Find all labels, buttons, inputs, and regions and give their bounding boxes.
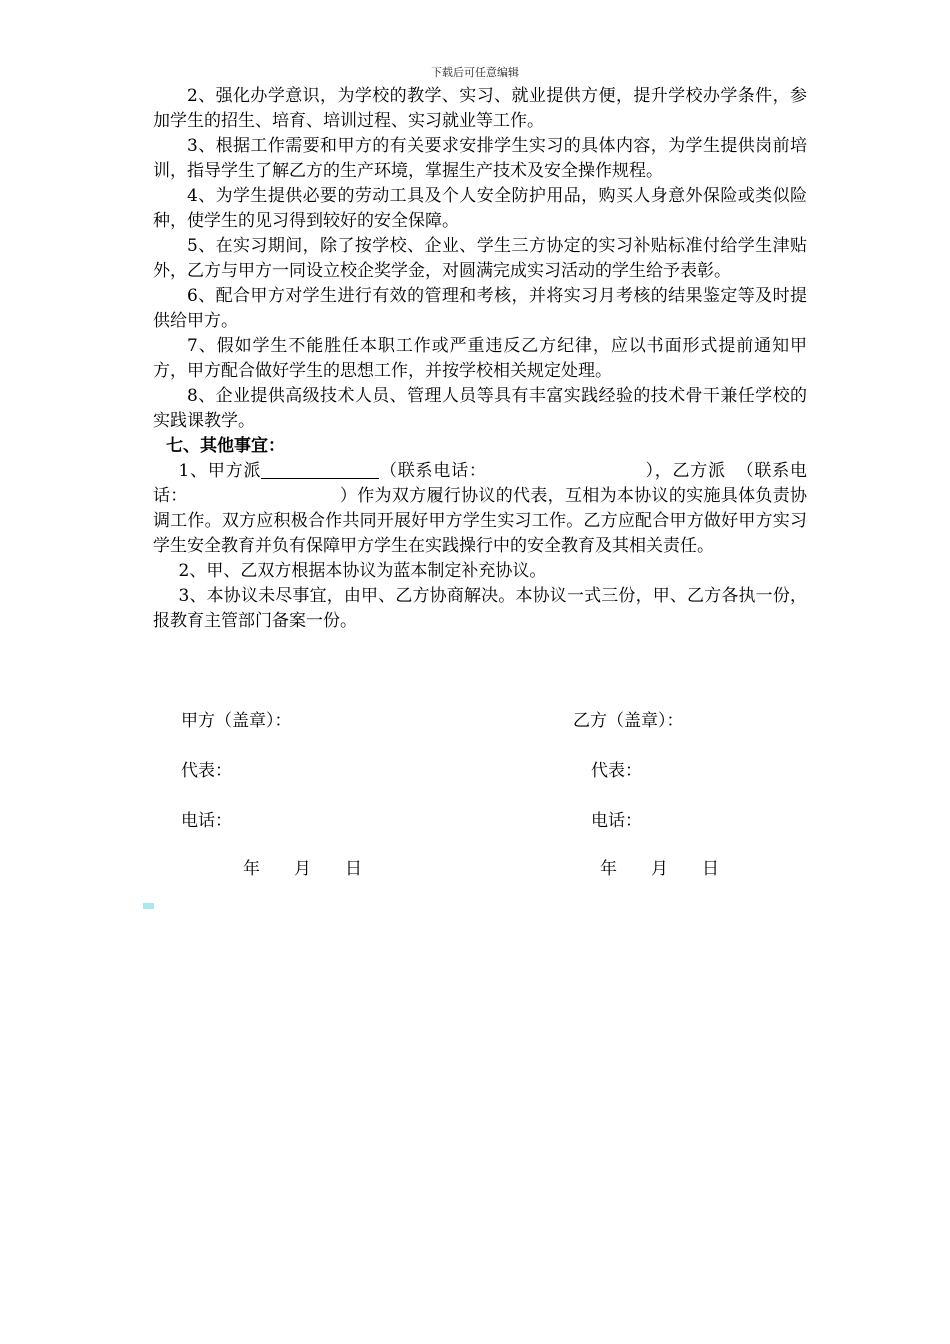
party-b-rep-label: 代表：: [591, 761, 642, 781]
party-a-seal-label: 甲方（盖章）：: [181, 711, 292, 731]
party-b-date: 年 月 日: [600, 859, 719, 879]
page-header: 下载后可任意编辑: [431, 66, 519, 79]
obligation-4: 4、为学生提供必要的劳动工具及个人安全防护用品，购买人身意外保险或类似险种，使学生的见习得到较好的安全保障。: [153, 186, 807, 231]
item1-b: （联系电话：: [379, 461, 487, 481]
obligation-2: 2、强化办学意识，为学校的教学、实习、就业提供方便，提升学校办学条件，参加学生的招生、培育、培训过程、实习就业等工作。: [153, 86, 807, 131]
agreement-body: [153, 84, 807, 634]
party-a-phone-label: 电话：: [181, 811, 232, 831]
obligation-6: 6、配合甲方对学生进行有效的管理和考核，并将实习月考核的结果鉴定等及时提供给甲方。: [153, 286, 807, 331]
item1-a: 1、甲方派: [178, 461, 262, 481]
party-a-date: 年 月 日: [243, 859, 362, 879]
other-item-3: 3、本协议未尽事宜，由甲、乙方协商解决。本协议一式三份，甲、乙方各执一份，报教育主管部门备案一份。: [153, 586, 807, 631]
item1-e: ）作为双方履行协议的代表，互相为本协议的实施具体负责协调工作。双方应积极合作共同开展好甲方学生实习工作。乙方应配合甲方做好甲方实习学生安全教育并负有保障甲方学生在实践操行中的安全教育及其相关责任。: [153, 486, 808, 556]
item1-d: （联系电话：: [153, 461, 807, 506]
obligation-3: 3、根据工作需要和甲方的有关要求安排学生实习的具体内容，为学生提供岗前培训，指导学生了解乙方的生产环境，掌握生产技术及安全操作规程。: [153, 136, 807, 181]
other-item-2: 2、甲、乙双方根据本协议为蓝本制定补充协议。: [178, 561, 547, 581]
party-a-rep-label: 代表：: [181, 761, 232, 781]
highlight-marker: [143, 903, 154, 909]
obligation-7: 7、假如学生不能胜任本职工作或严重违反乙方纪律，应以书面形式提前通知甲方，甲方配合做好学生的思想工作，并按学校相关规定处理。: [153, 336, 807, 381]
obligation-8: 8、企业提供高级技术人员、管理人员等具有丰富实践经验的技术骨干兼任学校的实践课教学。: [153, 386, 807, 431]
party-b-phone-label: 电话：: [591, 811, 642, 831]
section-title-other-matters: 七、其他事宜：: [166, 436, 285, 456]
item1-c: ），乙方派: [644, 461, 726, 481]
obligation-5: 5、在实习期间，除了按学校、企业、学生三方协定的实习补贴标准付给学生津贴外，乙方与甲方一同设立校企奖学金，对圆满完成实习活动的学生给予表彰。: [153, 236, 807, 281]
party-b-seal-label: 乙方（盖章）：: [573, 711, 684, 731]
other-item-1: [153, 459, 807, 559]
party-a-rep-blank[interactable]: [261, 461, 379, 479]
